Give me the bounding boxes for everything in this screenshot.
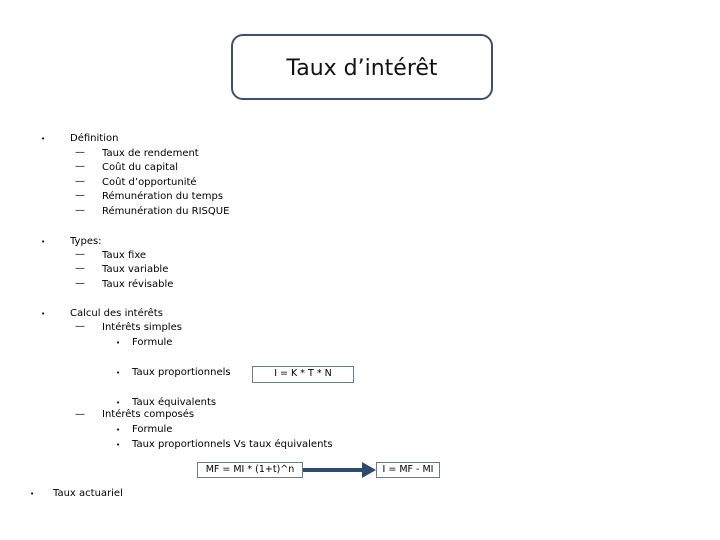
compound-sub-item: Taux proportionnels Vs taux équivalents (132, 439, 333, 450)
arrow-head-icon (362, 462, 376, 478)
simple-interest-label: Intérêts simples (102, 322, 182, 333)
dash: — (75, 190, 85, 201)
types-item: Taux révisable (102, 279, 174, 290)
types-item: Taux variable (102, 264, 169, 275)
dash: — (75, 147, 85, 158)
simple-sub-item: Taux proportionnels (132, 367, 231, 378)
dash: — (75, 205, 85, 216)
title-box (231, 34, 493, 100)
dash: — (75, 409, 85, 420)
compound-formula-box (197, 462, 303, 478)
definition-item: Taux de rendement (102, 148, 199, 159)
bullet: • (116, 369, 121, 377)
section-types-label: Types: (70, 236, 102, 247)
compound-sub-item: Formule (132, 424, 173, 435)
definition-item: Coût d’opportunité (102, 177, 197, 188)
arrow-icon (303, 468, 365, 472)
interest-formula: I = MF - MI (382, 464, 434, 475)
dash: — (75, 321, 85, 332)
dash: — (75, 263, 85, 274)
dash: — (75, 278, 85, 289)
simple-interest-formula-box (252, 366, 354, 383)
definition-item: Coût du capital (102, 162, 178, 173)
compound-formula: MF = MI * (1+t)^n (205, 464, 295, 475)
bullet: • (116, 426, 121, 434)
definition-item: Rémunération du RISQUE (102, 206, 230, 217)
types-item: Taux fixe (102, 250, 147, 261)
section-definition-label: Définition (70, 133, 119, 144)
bullet: • (116, 339, 121, 347)
bullet: • (30, 490, 35, 498)
dash: — (75, 161, 85, 172)
bullet: • (41, 135, 46, 143)
bullet: • (116, 441, 121, 449)
simple-interest-formula: I = K * T * N (274, 368, 332, 379)
definition-item: Rémunération du temps (102, 191, 224, 202)
simple-sub-item: Taux équivalents (132, 397, 217, 408)
bullet: • (41, 310, 46, 318)
compound-interest-label: Intérêts composés (102, 409, 195, 420)
section-actuariel-label: Taux actuariel (53, 488, 123, 499)
bullet: • (116, 399, 121, 407)
section-calcul-label: Calcul des intérêts (70, 308, 163, 319)
interest-formula-box (376, 462, 440, 478)
bullet: • (41, 238, 46, 246)
simple-sub-item: Formule (132, 337, 173, 348)
dash: — (75, 176, 85, 187)
dash: — (75, 249, 85, 260)
slide-title: Taux d’intérêt (286, 56, 438, 81)
